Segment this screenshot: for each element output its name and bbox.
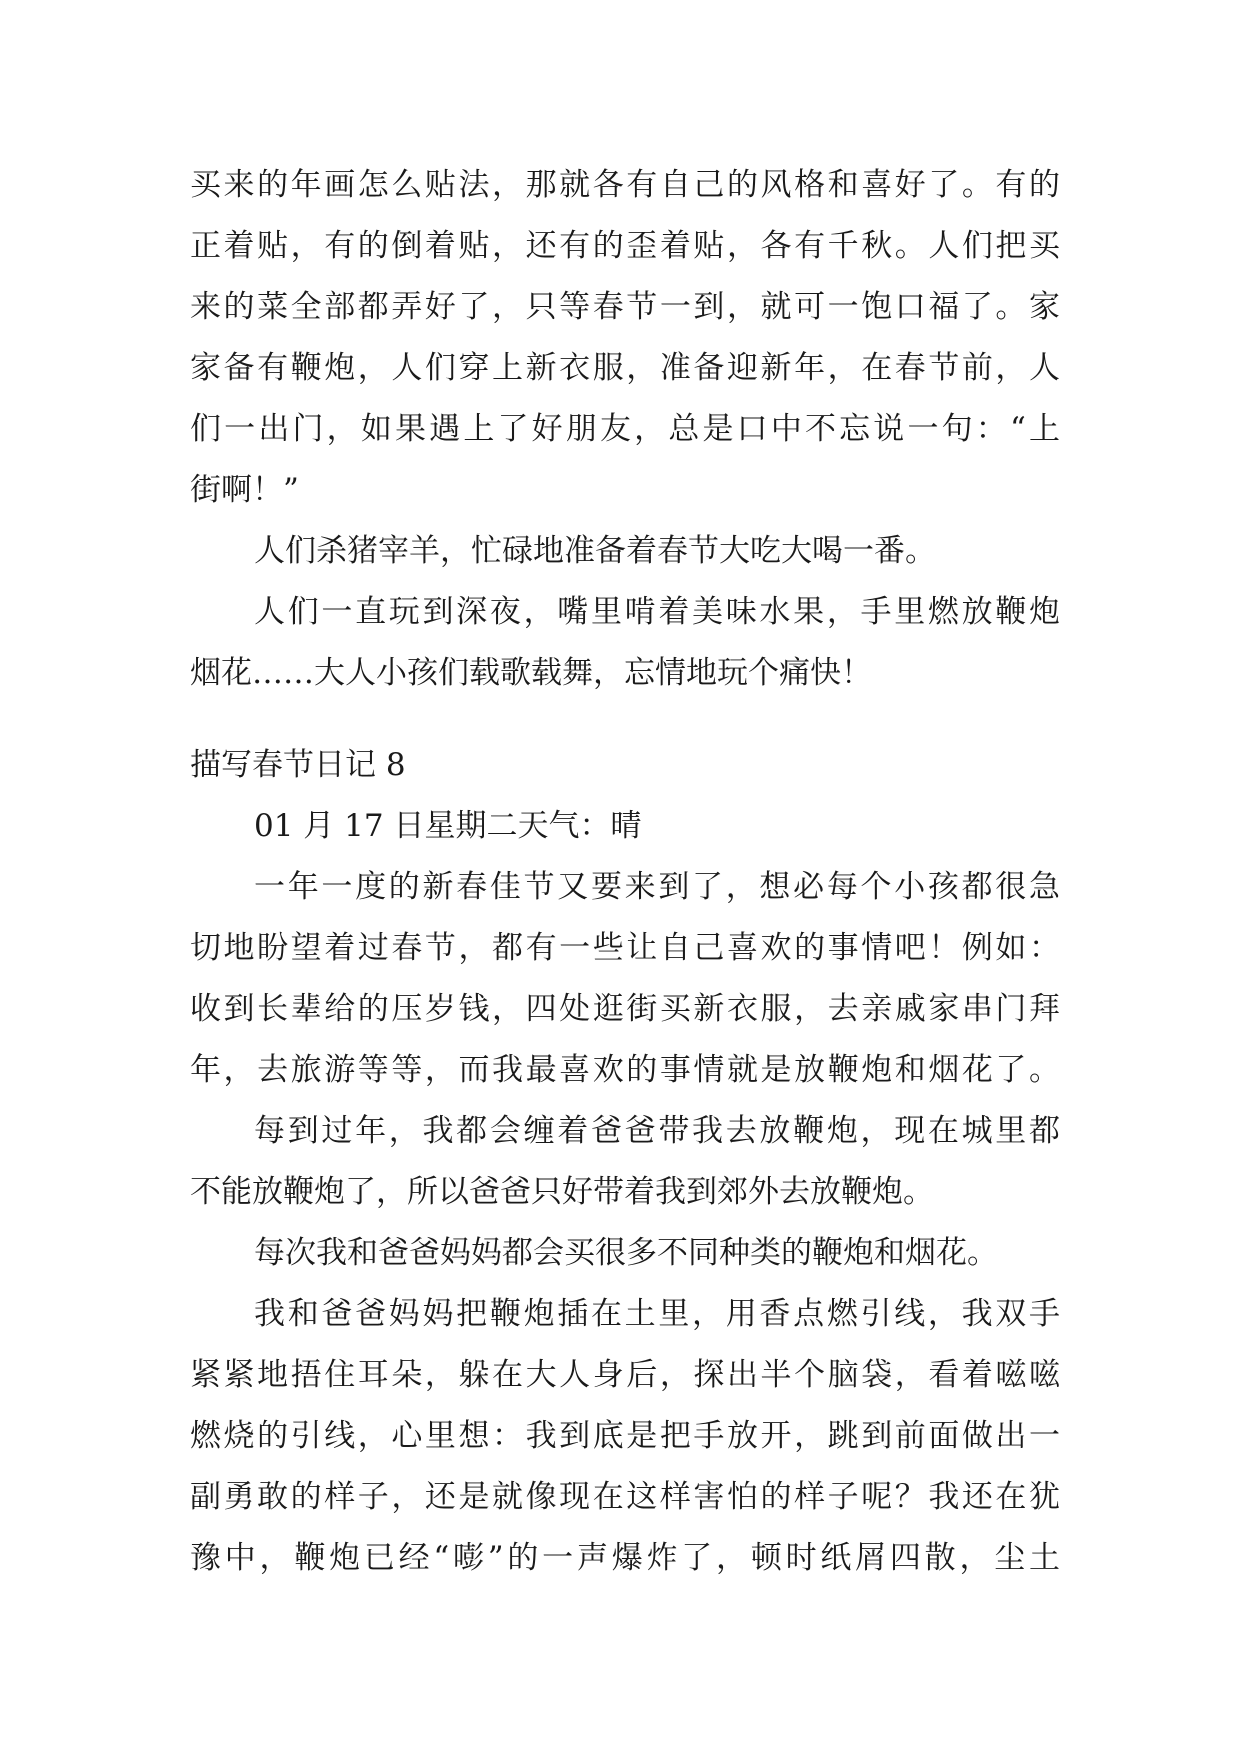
text-line: 收到长辈给的压岁钱，四处逛街买新衣服，去亲戚家串门拜 <box>190 991 1060 1027</box>
text-line: 切地盼望着过春节，都有一些让自己喜欢的事情吧！例如： <box>190 930 1060 966</box>
text-line: 买来的年画怎么贴法，那就各有自己的风格和喜好了。有的 <box>190 167 1060 203</box>
text-line: 不能放鞭炮了，所以爸爸只好带着我到郊外去放鞭炮。 <box>190 1174 934 1210</box>
text-line: 人们一直玩到深夜，嘴里啃着美味水果，手里燃放鞭炮 <box>254 594 1060 630</box>
text-line: 紧紧地捂住耳朵，躲在大人身后，探出半个脑袋，看着嗞嗞 <box>190 1357 1060 1393</box>
text-line: 燃烧的引线，心里想：我到底是把手放开，跳到前面做出一 <box>190 1418 1060 1454</box>
text-line: 副勇敢的样子，还是就像现在这样害怕的样子呢？我还在犹 <box>190 1479 1060 1515</box>
section-title: 描写春节日记 8 <box>190 747 406 783</box>
text-line: 烟花……大人小孩们载歌载舞，忘情地玩个痛快！ <box>190 655 872 691</box>
text-line: 街啊！” <box>190 472 299 508</box>
section-2-text <box>190 735 1060 1589</box>
section-1-text <box>190 155 1060 704</box>
text-line: 每到过年，我都会缠着爸爸带我去放鞭炮，现在城里都 <box>254 1113 1060 1149</box>
text-line: 来的菜全部都弄好了，只等春节一到，就可一饱口福了。家 <box>190 289 1060 325</box>
diary-date: 01 月 17 日星期二天气：晴 <box>254 808 642 844</box>
text-line: 正着贴，有的倒着贴，还有的歪着贴，各有千秋。人们把买 <box>190 228 1060 264</box>
text-line: 人们杀猪宰羊，忙碌地准备着春节大吃大喝一番。 <box>254 533 936 569</box>
text-line: 家备有鞭炮，人们穿上新衣服，准备迎新年，在春节前，人 <box>190 350 1060 386</box>
text-line: 年，去旅游等等，而我最喜欢的事情就是放鞭炮和烟花了。 <box>190 1052 1060 1088</box>
text-line: 一年一度的新春佳节又要来到了，想必每个小孩都很急 <box>254 869 1060 905</box>
text-line: 豫中，鞭炮已经“嘭”的一声爆炸了，顿时纸屑四散，尘土 <box>190 1540 1060 1576</box>
text-line: 我和爸爸妈妈把鞭炮插在土里，用香点燃引线，我双手 <box>254 1296 1060 1332</box>
text-line: 们一出门，如果遇上了好朋友，总是口中不忘说一句：“上 <box>190 411 1060 447</box>
text-line: 每次我和爸爸妈妈都会买很多不同种类的鞭炮和烟花。 <box>254 1235 998 1271</box>
